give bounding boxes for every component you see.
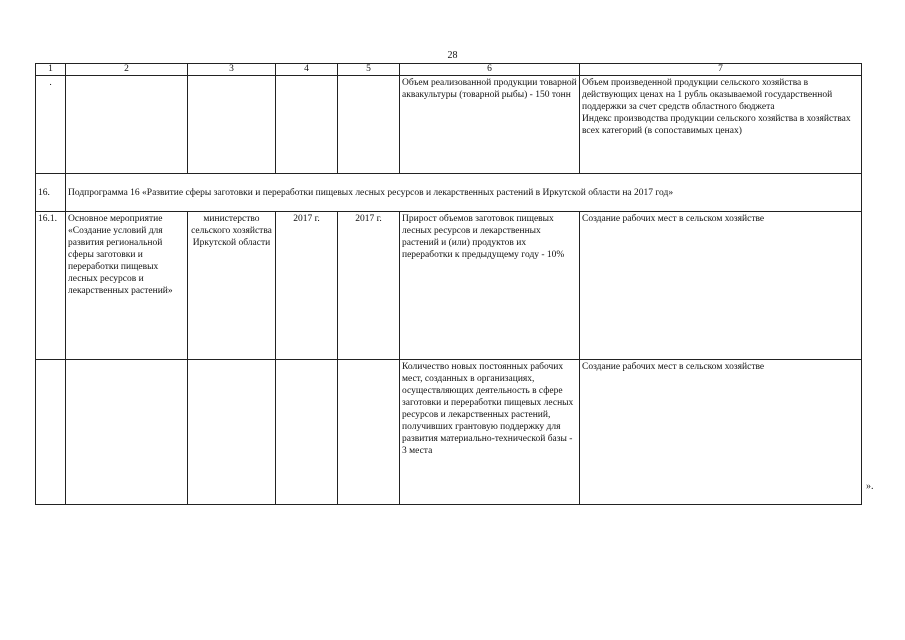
table-cell — [188, 360, 276, 505]
table-cell — [66, 76, 188, 174]
result-text: Индекс производства продукции сельского хозяйства в хозяйствах всех категорий (в сопоставимых ценах) — [582, 114, 851, 136]
row-number-cell: 16.1. — [36, 212, 66, 360]
activity-cell: Основное мероприятие «Создание условий для развития региональной сферы заготовки и переработки пищевых лесных ресурсов и лекарственных растений» — [66, 212, 188, 360]
header-row — [36, 64, 862, 76]
program-table — [35, 63, 862, 505]
table-cell — [36, 360, 66, 505]
table-cell — [188, 76, 276, 174]
table-cell — [66, 360, 188, 505]
header-cell-4: 4 — [276, 64, 338, 76]
table-row — [36, 360, 862, 505]
indicator-cell: Объем реализованной продукции товарной аквакультуры (товарной рыбы) - 150 тонн — [400, 76, 580, 174]
header-cell-3: 3 — [188, 64, 276, 76]
result-cell: Создание рабочих мест в сельском хозяйстве — [580, 212, 862, 360]
indicator-cell: Прирост объемов заготовок пищевых лесных ресурсов и лекарственных растений и (или) продуктов их переработки к предыдущему году - 10% — [400, 212, 580, 360]
start-year-cell: 2017 г. — [276, 212, 338, 360]
row-number-cell: . — [36, 76, 66, 174]
table-row — [36, 212, 862, 360]
header-cell-5: 5 — [338, 64, 400, 76]
header-cell-7: 7 — [580, 64, 862, 76]
table-cell — [276, 76, 338, 174]
result-text: Объем произведенной продукции сельского хозяйства в действующих ценах на 1 рубль оказываемой государственной поддержки за счет средств областного бюджета — [582, 78, 833, 112]
closing-quote: ». — [866, 481, 874, 492]
header-cell-1: 1 — [36, 64, 66, 76]
result-cell: Создание рабочих мест в сельском хозяйстве — [580, 360, 862, 505]
end-year-cell: 2017 г. — [338, 212, 400, 360]
executor-cell: министерство сельского хозяйства Иркутской области — [188, 212, 276, 360]
row-number-cell: 16. — [36, 174, 66, 212]
indicator-cell: Количество новых постоянных рабочих мест, созданных в организациях, осуществляющих деятельность в сфере заготовки и переработки пищевых лесных ресурсов и лекарственных растений, получивших грантовую поддержку для развития материально-технической базы - 3 места — [400, 360, 580, 505]
header-cell-2: 2 — [66, 64, 188, 76]
subprogram-title: Подпрограмма 16 «Развитие сферы заготовки и переработки пищевых лесных ресурсов и лекарственных растений в Иркутской области на 2017 год» — [66, 174, 862, 212]
table-row — [36, 76, 862, 174]
header-cell-6: 6 — [400, 64, 580, 76]
result-cell — [580, 76, 862, 174]
table-cell — [276, 360, 338, 505]
page-number: 28 — [447, 50, 458, 61]
table-cell — [338, 76, 400, 174]
subprogram-row — [36, 174, 862, 212]
table-cell — [338, 360, 400, 505]
